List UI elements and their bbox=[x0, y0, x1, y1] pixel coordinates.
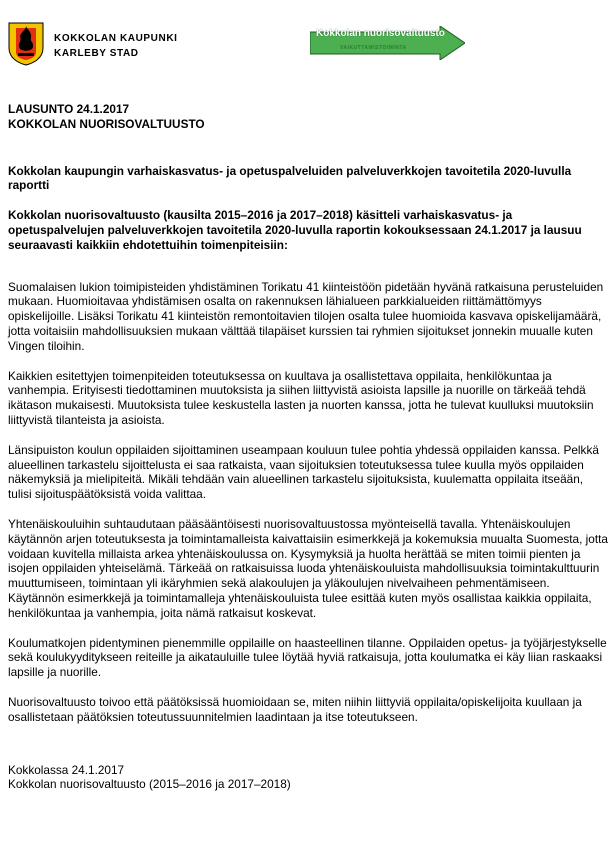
signature-place-date: Kokkolassa 24.1.2017 bbox=[8, 762, 125, 777]
paragraph-1: Suomalaisen lukion toimipisteiden yhdistäminen Torikatu 41 kiinteistöön pidetään hyvänä ratkaisuna perusteluiden mukaan. Huomioitavaa yhdistämisen osalta on rakennuksen lähialueen parkkialueiden riittämättömyys opiskelijoille. Lisäksi Torikatu 41 kiinteistön remontoitavien tilojen osalta tulee huomioida kasvava opiskelijamäärä, jotta voitaisiin mahdollisuuksien mukaan välttää tilapäiset kurssien tai ryhmien sijoitukset jonnekin muualle kuten Vingen tiloihin. bbox=[8, 279, 604, 353]
city-crest-icon bbox=[8, 22, 44, 66]
paragraph-3: Länsipuiston koulun oppilaiden sijoittaminen useampaan kouluun tulee pohtia yhdessä oppilaiden kanssa. Pelkkä alueellinen tarkastelu sijoittelusta ei saa ratkaista, vaan sijoituksien toteutuksessa tulee kuulla myös oppilaiden näkemyksiä ja mielipiteitä. Mikäli tehdään vain alueellinen tarkastelu sijoituksista, kuulematta oppilaita itseään, tulisi sijoituspäätöksistä voida valittaa. bbox=[8, 442, 599, 502]
city-name-fi: KOKKOLAN KAUPUNKI bbox=[54, 33, 178, 44]
letterhead bbox=[0, 0, 613, 80]
statement-date: LAUSUNTO 24.1.2017 bbox=[8, 102, 130, 116]
city-name-sv: KARLEBY STAD bbox=[54, 48, 139, 59]
paragraph-4: Yhtenäiskouluihin suhtaudutaan pääsääntöisesti nuorisovaltuustossa myönteisellä tavalla. Yhtenäiskoulujen käytännön arjen toteutuksesta ja toimintamalleista kaivattaisiin esimerkkejä ja kokemuksia muualta Suomesta, jotta voidaan kuvitella millaista arkea yhtenäiskoulussa on. Kysymyksiä ja huolta herättää se miten toimii pienten ja isojen oppilaiden yhteiselämä. Tärkeää on ratkaisuissa luoda yhtenäiskouluista mahdollisuuksia toimintakulttuurin muuttumiseen, toimintaan yli ikäryhmien sekä alakoulujen ja yläkoulujen nivelvaiheen pehmentämiseen. Käytännön esimerkkejä ja toimintamalleja yhtenäiskouluista tulee esittää kuten myös osallistaa kaikkia oppilaita, henkilökuntaa ja vanhempia, joita nämä ratkaisut koskevat. bbox=[8, 516, 608, 620]
signature-signer: Kokkolan nuorisovaltuusto (2015–2016 ja 2017–2018) bbox=[8, 777, 291, 792]
statement-org: KOKKOLAN NUORISOVALTUUSTO bbox=[8, 116, 205, 131]
paragraph-2: Kaikkien esitettyjen toimenpiteiden toteutuksessa on kuultava ja osallistettava oppilaita, henkilökuntaa ja vanhempia. Erityisesti tiedottaminen muutoksista ja siihen liittyvistä asioista lapsille ja nuorille on tärkeää tehdä ikätason mukaisesti. Muutoksista tulee keskustella lasten ja nuorten kanssa, jotta he tulevat kuulluksi muutoksiin liittyvistä tilanteista ja asioista. bbox=[8, 368, 594, 427]
paragraph-5: Koulumatkojen pidentyminen pienemmille oppilaille on haasteellinen tilanne. Oppilaiden opetus- ja työjärjestykselle sekä koulukyyditykseen reiteille ja aikatauluille tulee löytää hyviä ratkaisuja, jotta koulumatka ei käy liian raskaaksi lapsille ja nuorille. bbox=[8, 635, 607, 680]
city-name bbox=[54, 31, 178, 61]
paragraph-6: Nuorisovaltuusto toivoo että päätöksissä huomioidaan se, miten niihin liittyviä oppilaita/opiskelijoita kuullaan ja osallistetaan päätöksien toteutussuunnitelmien laadintaan ja itse toteutukseen. bbox=[8, 694, 582, 724]
youth-council-logo-text: Kokkolan nuorisovaltuusto bbox=[316, 28, 445, 39]
statement-body bbox=[8, 102, 608, 792]
statement-subject: Kokkolan kaupungin varhaiskasvatus- ja opetuspalveluiden palveluverkkojen tavoitetila 2020-luvulla raportti bbox=[8, 163, 572, 193]
youth-council-logo-sub: VAIKUTTAMISTOIMINTA bbox=[340, 45, 407, 51]
statement-intro: Kokkolan nuorisovaltuusto (kausilta 2015–2016 ja 2017–2018) käsitteli varhaiskasvatus- ja opetuspalvelujen palveluverkkojen tavoitetila 2020-luvulla raportin kokouksessaan 24.1.2017 ja lausuu seuraavasti kaikkiin ehdotettuihin toimenpiteisiin: bbox=[8, 208, 582, 252]
